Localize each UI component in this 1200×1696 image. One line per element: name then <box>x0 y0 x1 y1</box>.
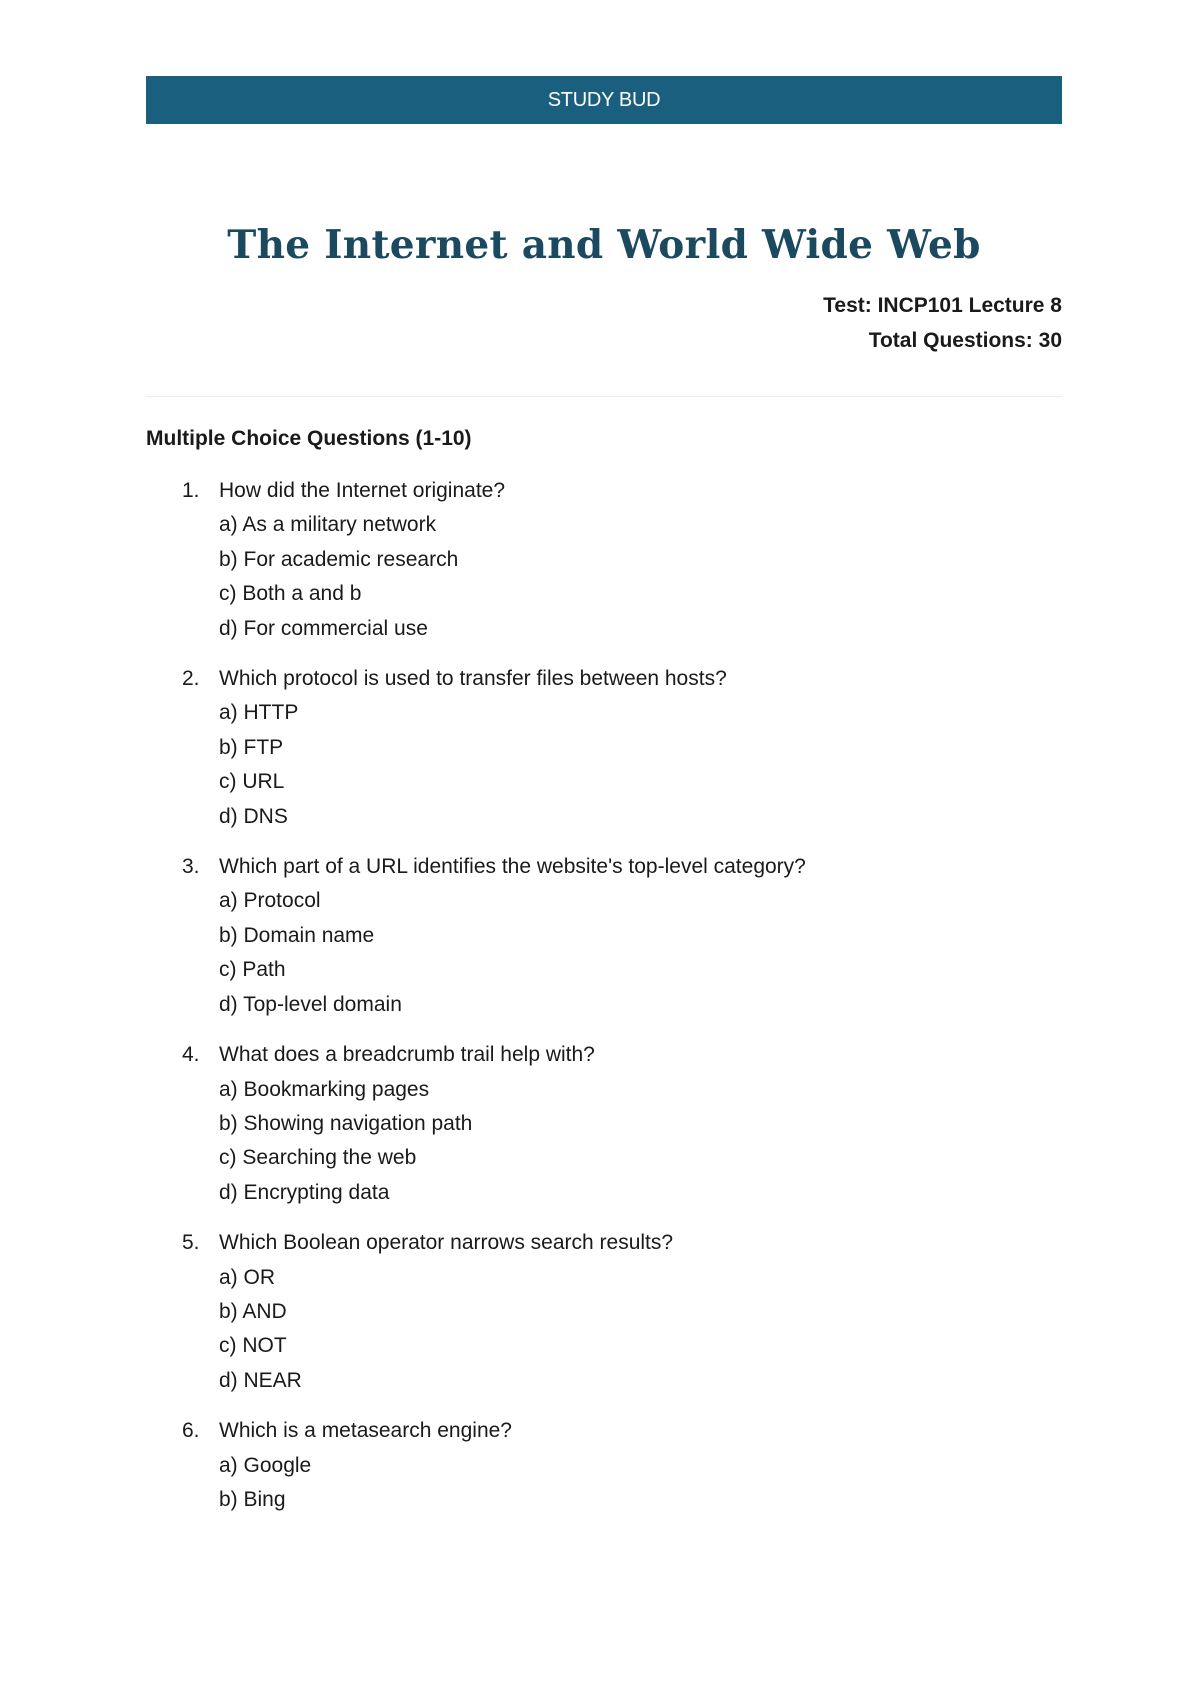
answer-option: c) NOT <box>219 1334 287 1358</box>
answer-option: b) Bing <box>219 1487 286 1511</box>
question-text: How did the Internet originate? <box>219 479 506 502</box>
answer-option: b) FTP <box>219 735 284 759</box>
question-number: 3. <box>182 855 200 879</box>
question-number: 6. <box>182 1419 200 1443</box>
question-item <box>146 1226 1062 1398</box>
answer-option: a) Protocol <box>219 889 321 913</box>
question-text: Which Boolean operator narrows search results? <box>219 1231 674 1255</box>
question-item <box>146 1038 1062 1210</box>
question-item <box>146 850 1062 1022</box>
answer-option: b) Showing navigation path <box>219 1111 473 1135</box>
answer-option: d) DNS <box>219 804 288 828</box>
question-item <box>146 662 1062 834</box>
question-text: What does a breadcrumb trail help with? <box>219 1043 595 1067</box>
answer-option: d) Encrypting data <box>219 1180 390 1204</box>
answer-option: d) For commercial use <box>219 616 428 640</box>
question-number: 2. <box>182 667 200 691</box>
answer-option: a) OR <box>219 1265 276 1289</box>
option-list <box>219 1073 1062 1211</box>
test-label: Test: INCP101 Lecture 8 <box>823 294 1062 317</box>
study-bud-banner <box>146 76 1062 124</box>
section-divider <box>146 396 1062 397</box>
document-title: The Internet and World Wide Web <box>227 222 981 268</box>
answer-option: c) Both a and b <box>219 582 362 606</box>
question-item <box>146 1414 1062 1517</box>
question-text: Which is a metasearch engine? <box>219 1419 512 1443</box>
question-number: 5. <box>182 1231 200 1255</box>
option-list <box>219 884 1062 1022</box>
answer-option: d) Top-level domain <box>219 992 402 1016</box>
answer-option: a) Google <box>219 1453 312 1477</box>
question-text: Which part of a URL identifies the website's top-level category? <box>219 855 806 879</box>
answer-option: a) As a military network <box>219 513 437 537</box>
answer-option: d) NEAR <box>219 1368 302 1392</box>
option-list <box>219 508 1062 646</box>
question-item <box>146 474 1062 646</box>
option-list <box>219 696 1062 834</box>
answer-option: c) Searching the web <box>219 1146 417 1170</box>
test-meta <box>823 288 1062 358</box>
question-list <box>146 474 1062 1533</box>
answer-option: b) AND <box>219 1299 287 1323</box>
answer-option: c) URL <box>219 770 285 794</box>
answer-option: c) Path <box>219 958 286 982</box>
option-list <box>219 1261 1062 1399</box>
total-questions-label: Total Questions: 30 <box>868 329 1062 352</box>
answer-option: b) Domain name <box>219 923 375 947</box>
answer-option: a) HTTP <box>219 701 299 725</box>
question-number: 4. <box>182 1043 200 1067</box>
banner-label: STUDY BUD <box>547 89 661 111</box>
section-heading: Multiple Choice Questions (1-10) <box>146 427 472 450</box>
answer-option: b) For academic research <box>219 547 459 571</box>
option-list <box>219 1449 1062 1518</box>
question-number: 1. <box>182 479 200 502</box>
answer-option: a) Bookmarking pages <box>219 1077 430 1101</box>
question-text: Which protocol is used to transfer files between hosts? <box>219 667 727 691</box>
